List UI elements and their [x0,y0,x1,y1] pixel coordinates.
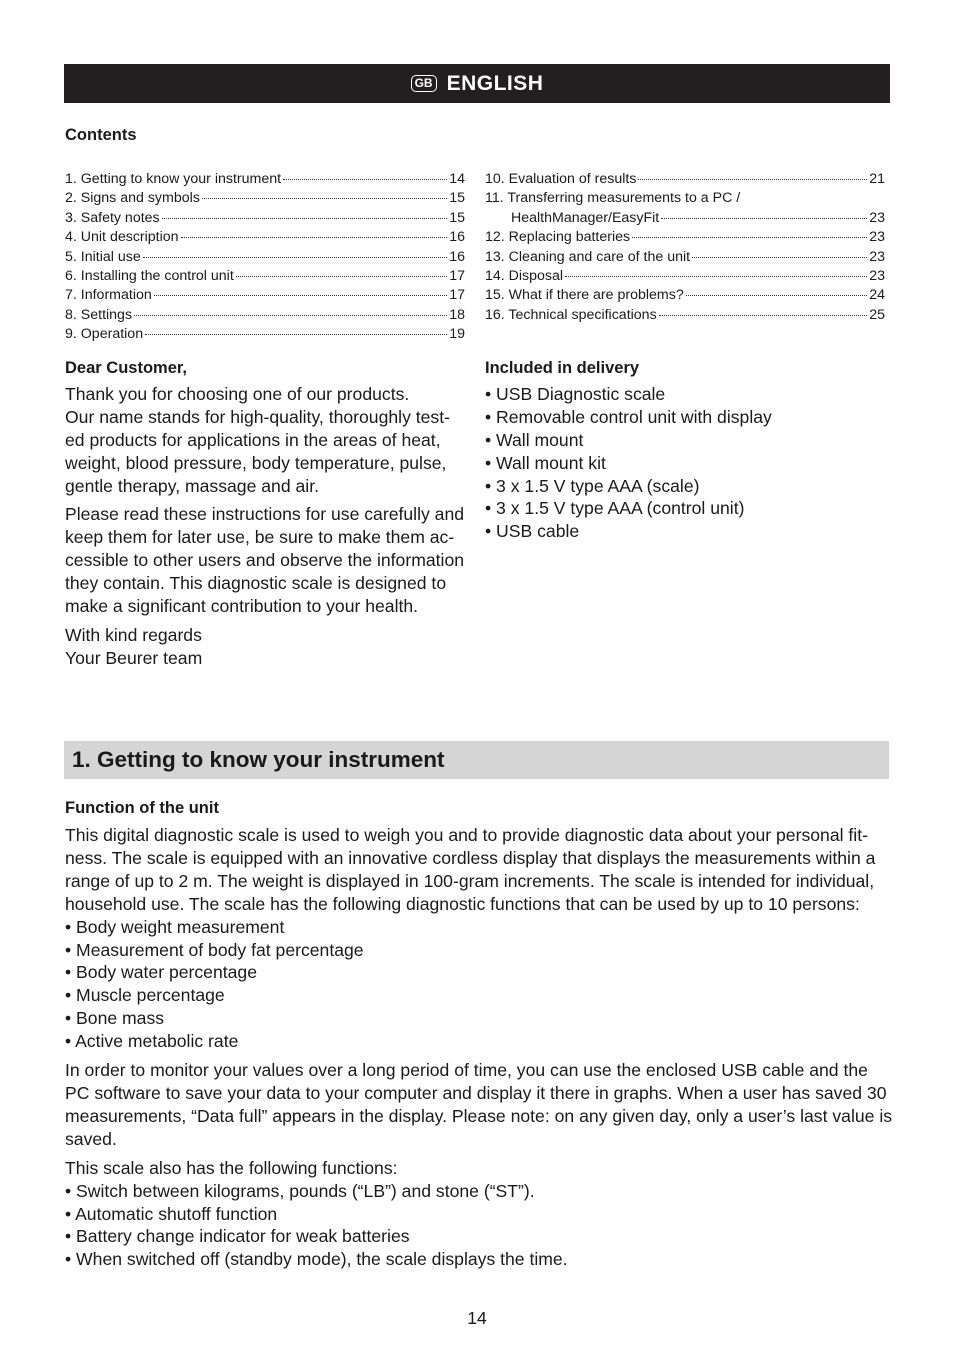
paragraph-line: PC software to save your data to your computer and display it there in graphs. When a user has saved 30 [65,1082,887,1103]
toc-entry-label: 13. Cleaning and care of the unit [485,248,691,265]
paragraph-line: make a significant contribution to your health. [65,596,419,617]
section-heading-bar [64,741,889,779]
toc-entry-label: 14. Disposal [485,267,564,284]
monitor-paragraph [65,1059,891,1151]
toc-entry-label: 15. What if there are problems? [485,287,684,304]
paragraph-line: they contain. This diagnostic scale is designed to [65,573,447,594]
feature-item: • Automatic shutoff function [65,1203,278,1224]
toc-entry-page: 14 [449,171,465,187]
toc-entry-label: 4. Unit description [65,229,179,246]
paragraph-line: gentle therapy, massage and air. [65,475,319,496]
function-item: • Body weight measurement [65,916,285,937]
toc-entry [65,326,465,345]
toc-entry-page: 23 [869,209,885,226]
paragraph-line: This digital diagnostic scale is used to weigh you and to provide diagnostic data about your personal fit- [65,825,868,845]
paragraph-line: measurements, “Data full” appears in the display. Please note: on any given day, only a user’s last value is [65,1105,893,1126]
language-code-badge: GB [411,75,437,92]
paragraph-line: Our name stands for high-quality, thoroughly test- [65,406,450,427]
delivery-item: • Removable control unit with display [485,406,772,427]
delivery-heading: Included in delivery [485,359,640,377]
toc-entry-page: 17 [449,287,465,304]
section-body [65,824,891,1271]
function-item: • Active metabolic rate [65,1031,239,1052]
toc-entry [485,287,885,306]
delivery-item: • USB Diagnostic scale [485,383,666,404]
section-title: 1. Getting to know your instrument [72,747,445,772]
feature-item: • Battery change indicator for weak batteries [65,1226,410,1247]
toc-entry-page: 25 [869,306,885,323]
toc-dot-leader [181,237,448,238]
paragraph-line: cessible to other users and observe the information [65,550,465,571]
toc-entry [485,249,885,268]
toc-entry [65,268,465,287]
delivery-list [485,383,890,543]
toc-entry-page: 19 [449,326,465,343]
toc-dot-leader [686,295,867,296]
toc-entry-label: 1. Getting to know your instrument [65,171,282,187]
toc-entry [65,190,465,209]
toc-entry-label: 12. Replacing batteries [485,229,631,246]
toc-dot-leader [162,218,448,219]
toc-entry [65,249,465,268]
delivery-item: • 3 x 1.5 V type AAA (control unit) [485,498,745,519]
function-item: • Body water percentage [65,962,257,983]
function-item: • Muscle percentage [65,985,225,1006]
contents-heading: Contents [65,126,137,144]
toc-entry [485,307,885,326]
toc-entry-label: HealthManager/EasyFit [511,209,660,226]
delivery-item: • USB cable [485,521,580,542]
toc-entry [65,229,465,248]
toc-entry-page: 17 [449,267,465,284]
toc-dot-leader [638,179,867,180]
toc-entry [485,190,885,209]
also-intro: This scale also has the following functions: [65,1157,398,1178]
toc-dot-leader [202,198,447,199]
toc-entry [65,307,465,326]
toc-entry-label: 16. Technical specifications [485,306,657,323]
toc-dot-leader [692,257,867,258]
paragraph-line: ed products for applications in the areas of heat, [65,429,441,450]
toc-entry [485,268,885,287]
toc-dot-leader [632,237,867,238]
paragraph-line: keep them for later use, be sure to make them ac- [65,527,455,548]
toc-entry-page: 16 [449,229,465,246]
toc-left-column [65,171,465,346]
paragraph-line: Thank you for choosing one of our products. [65,383,410,404]
toc-dot-leader [143,257,448,258]
delivery-item: • Wall mount kit [485,452,606,473]
toc-entry-page: 15 [449,209,465,226]
toc-entry-label: 3. Safety notes [65,209,160,226]
dear-paragraph-3 [65,624,470,670]
delivery-item: • Wall mount [485,429,584,450]
paragraph-line: In order to monitor your values over a long period of time, you can use the enclosed USB cable and the [65,1060,868,1081]
paragraph-line: Your Beurer team [65,647,203,668]
toc-entry-label: 7. Information [65,287,152,304]
paragraph-line: range of up to 2 m. The weight is displayed in 100-gram increments. The scale is intended for individual, [65,870,875,891]
toc-entry [485,171,885,190]
toc-entry-label: 9. Operation [65,326,144,343]
toc-entry-label: 8. Settings [65,306,133,323]
function-heading: Function of the unit [65,799,219,817]
toc-entry [485,229,885,248]
toc-entry-page: 16 [449,248,465,265]
toc-dot-leader [236,276,447,277]
toc-entry-page: 18 [449,306,465,323]
toc-entry [485,210,885,229]
function-item: • Measurement of body fat percentage [65,939,364,960]
toc-entry-label: 6. Installing the control unit [65,267,234,284]
delivery-item: • 3 x 1.5 V type AAA (scale) [485,475,700,496]
toc-dot-leader [565,276,867,277]
paragraph-line: saved. [65,1128,117,1149]
toc-entry [65,287,465,306]
toc-entry-page: 23 [869,248,885,265]
toc-entry-page: 23 [869,229,885,246]
toc-entry-page: 15 [449,190,465,207]
language-title: ENGLISH [446,71,544,95]
toc-dot-leader [661,218,867,219]
dear-customer-heading: Dear Customer, [65,359,187,377]
paragraph-line: With kind regards [65,624,202,645]
toc-entry-page: 23 [869,267,885,284]
toc-entry [65,210,465,229]
delivery-section [485,357,890,543]
function-list [65,916,891,1053]
paragraph-line: ness. The scale is equipped with an innovative cordless display that displays the measurements within a [65,847,876,868]
language-banner [64,64,890,103]
feature-item: • Switch between kilograms, pounds (“LB”) and stone (“ST”). [65,1180,535,1201]
toc-entry-label: 5. Initial use [65,248,141,265]
toc-dot-leader [283,179,447,180]
toc-dot-leader [659,315,868,316]
toc-dot-leader [134,315,447,316]
dear-customer-section [65,357,470,676]
also-list [65,1180,891,1272]
toc-right-column [485,171,885,326]
toc-entry-page: 21 [869,171,885,187]
toc-entry [65,171,465,190]
feature-item: • When switched off (standby mode), the scale displays the time. [65,1249,568,1270]
dear-paragraph-1 [65,383,470,498]
toc-entry-label: 2. Signs and symbols [65,190,200,207]
toc-entry-label: 11. Transferring measurements to a PC / [485,190,741,207]
toc-dot-leader [145,334,447,335]
function-intro [65,824,891,916]
paragraph-line: household use. The scale has the following diagnostic functions that can be used by up to 10 persons: [65,893,860,914]
paragraph-line: weight, blood pressure, body temperature, pulse, [65,452,447,473]
page-number: 14 [467,1308,487,1328]
toc-dot-leader [154,295,447,296]
toc-entry-page: 24 [869,287,885,304]
paragraph-line: Please read these instructions for use carefully and [65,504,465,525]
toc-entry-label: 10. Evaluation of results [485,171,637,187]
dear-paragraph-2 [65,503,470,618]
function-item: • Bone mass [65,1008,165,1029]
